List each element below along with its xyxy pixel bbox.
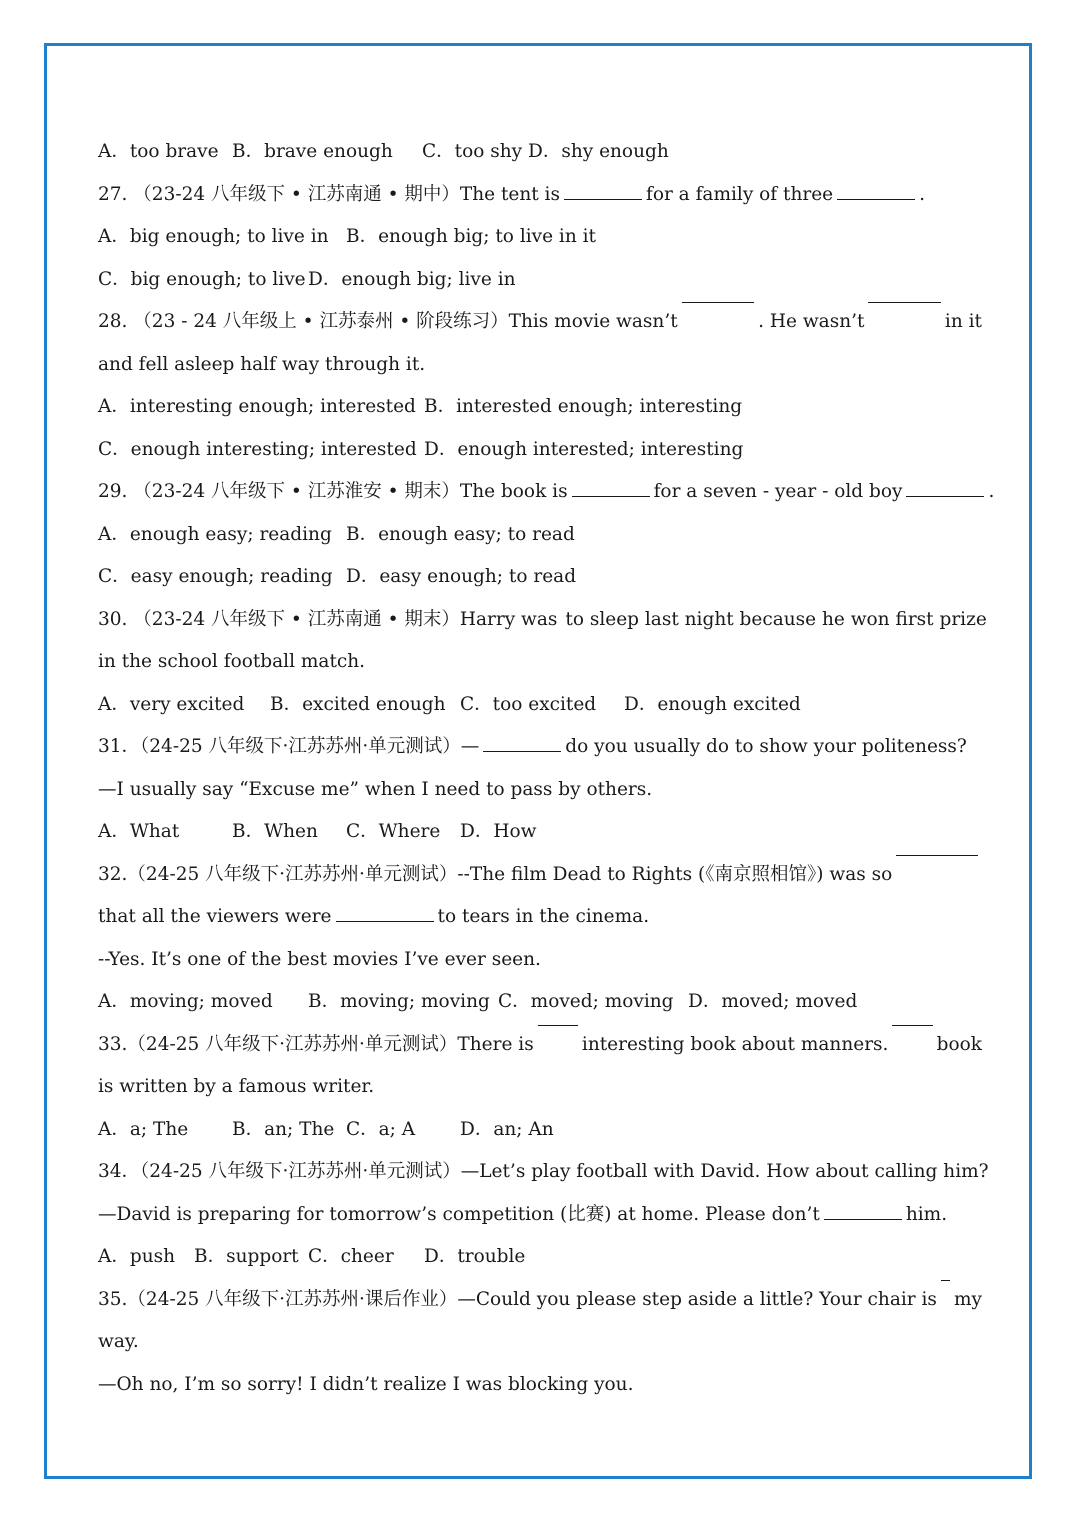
answer-blank [892, 1024, 932, 1026]
answer-blank [837, 198, 915, 200]
option-a: A．big enough; to live in [98, 226, 329, 247]
option-a: A．push [98, 1246, 176, 1267]
option-c: C．big enough; to live [98, 268, 306, 290]
question-35-cont: way. [98, 1331, 139, 1352]
option-b: B．support [194, 1246, 299, 1267]
option-c: C．enough interesting; interested [98, 438, 417, 460]
option-c: C．a; A [346, 1118, 416, 1140]
answer-blank [868, 301, 940, 303]
answer-blank [336, 920, 434, 922]
option-c: C．easy enough; reading [98, 566, 333, 587]
answer-blank [682, 301, 754, 303]
option-d: D．easy enough; to read [346, 566, 577, 587]
options-33 [98, 1109, 982, 1152]
answer-blank [824, 1218, 902, 1220]
option-b: B．an; The [232, 1118, 335, 1140]
question-27: 27. （23-24 八年级下 • 江苏南通 • 期中）The tent is for a family of three . [98, 183, 926, 205]
option-b: B．When [232, 821, 318, 842]
answer-blank [538, 1024, 578, 1026]
question-35: 35.（24-25 八年级下·江苏苏州·课后作业）—Could you please step aside a little? Your chair is my [98, 1279, 982, 1322]
option-b: B．interested enough; interesting [424, 396, 743, 417]
answer-blank [896, 854, 978, 856]
options-29-cd [98, 556, 982, 599]
options-32 [98, 981, 982, 1024]
question-32: 32.（24-25 八年级下·江苏苏州·单元测试）--The film Dead to Rights (《南京照相馆》) was so [98, 854, 982, 897]
options-34 [98, 1236, 982, 1279]
question-35-reply: —Oh no, I’m so sorry! I didn’t realize I was blocking you. [98, 1373, 634, 1395]
question-32-reply: --Yes. It’s one of the best movies I’ve ever seen. [98, 948, 541, 970]
option-c: C．moved; moving [498, 991, 674, 1012]
options-31 [98, 811, 982, 854]
option-a: A．interesting enough; interested [98, 396, 416, 417]
options-26 [98, 131, 982, 174]
option-a: A．a; The [98, 1118, 189, 1140]
option-d: D．shy enough [528, 141, 669, 162]
answer-blank [564, 198, 642, 200]
question-30-cont: in the school football match. [98, 651, 366, 672]
question-28-cont: and fell asleep half way through it. [98, 353, 426, 375]
question-32-cont: that all the viewers were to tears in the cinema. [98, 906, 650, 927]
option-d: D．moved; moved [688, 991, 858, 1012]
option-a: A．very excited [98, 693, 245, 715]
options-29-ab [98, 514, 982, 557]
question-33-cont: is written by a famous writer. [98, 1076, 375, 1097]
answer-blank [906, 495, 984, 497]
option-b: B．enough big; to live in it [346, 226, 596, 247]
option-b: B．excited enough [270, 693, 446, 715]
option-c: C．cheer [308, 1246, 394, 1267]
option-d: D．enough big; live in [308, 268, 516, 290]
question-content [98, 131, 995, 1406]
question-31: 31．（24-25 八年级下·江苏苏州·单元测试）— do you usually do to show your politeness? [98, 736, 967, 757]
options-30 [98, 684, 982, 727]
option-b: B．moving; moving [308, 991, 490, 1012]
question-30: 30. （23-24 八年级下 • 江苏南通 • 期末）Harry was to sleep last night because he won first prize [98, 608, 987, 630]
option-c: C．Where [346, 821, 441, 842]
option-b: B．enough easy; to read [346, 523, 575, 545]
option-c: C．too shy [422, 141, 523, 162]
option-d: D．trouble [424, 1246, 526, 1267]
option-a: A．What [98, 821, 180, 842]
option-a: A．moving; moved [98, 991, 273, 1012]
option-c: C．too excited [460, 693, 597, 715]
option-d: D．enough excited [624, 693, 801, 715]
answer-blank [941, 1279, 950, 1281]
question-29: 29. （23-24 八年级下 • 江苏淮安 • 期末）The book is for a seven - year - old boy . [98, 481, 995, 502]
answer-blank [572, 495, 650, 497]
option-a: A．enough easy; reading [98, 523, 332, 545]
question-33: 33.（24-25 八年级下·江苏苏州·单元测试）There is interesting book about manners. book [98, 1024, 982, 1067]
option-d: D．enough interested; interesting [424, 438, 744, 460]
question-34-reply: —David is preparing for tomorrow’s competition (比赛) at home. Please don’t him. [98, 1203, 948, 1225]
options-27-ab [98, 216, 982, 259]
option-d: D．an; An [460, 1118, 554, 1140]
options-28-cd [98, 429, 982, 472]
option-b: B．brave enough [232, 141, 393, 162]
answer-blank [483, 750, 561, 752]
question-28: 28. （23 - 24 八年级上 • 江苏泰州 • 阶段练习）This movie wasn’t . He wasn’t in it [98, 301, 982, 344]
options-27-cd [98, 259, 982, 302]
question-31-reply: —I usually say “Excuse me” when I need to pass by others. [98, 778, 653, 800]
option-d: D．How [460, 821, 537, 842]
question-34: 34．（24-25 八年级下·江苏苏州·单元测试）—Let’s play football with David. How about calling him? [98, 1161, 989, 1182]
option-a: A．too brave [98, 141, 219, 162]
options-28-ab [98, 386, 982, 429]
